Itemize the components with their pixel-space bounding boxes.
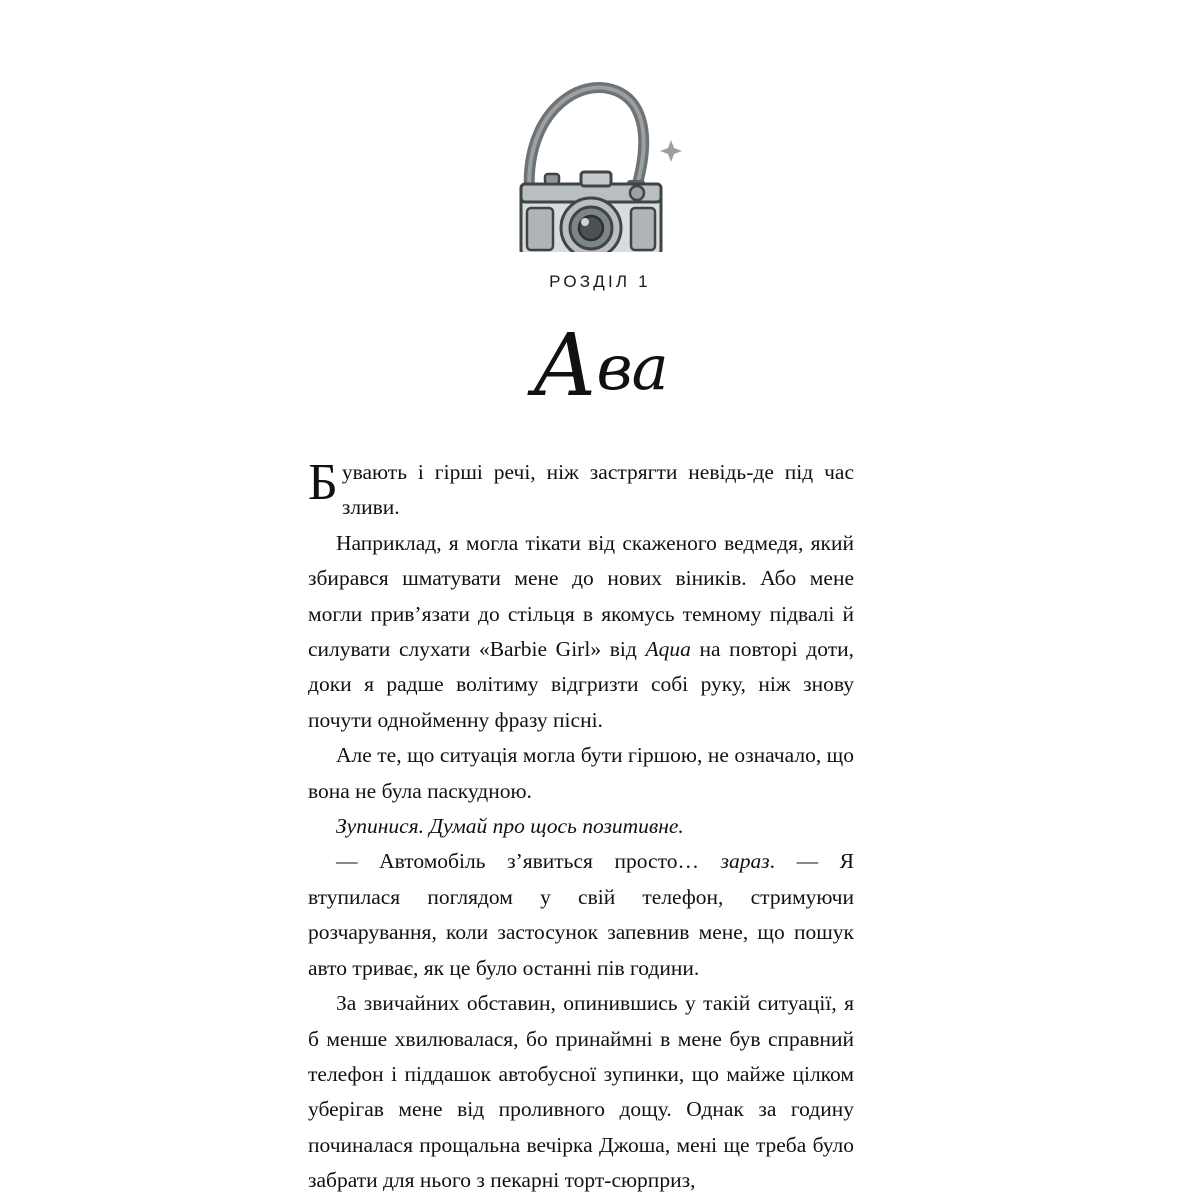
- paragraph-2-text-before: Наприклад, я могла тікати від скаженого ведмедя, який збирався шматувати мене до нових віників. Або мене могли прив’язати до стільця в якомусь темному підвалі й силувати слухати «Barbie Girl» від: [308, 530, 854, 662]
- drop-cap: Б: [308, 454, 338, 511]
- paragraph-4: [308, 809, 854, 844]
- chapter-title-capital: А: [532, 316, 597, 416]
- paragraph-2-emphasis: Aqua: [645, 637, 691, 662]
- paragraph-3: [308, 738, 854, 809]
- paragraph-4-italic-text: Зупинися. Думай про щось позитивне.: [336, 814, 684, 839]
- paragraph-5-emphasis: зараз: [720, 849, 770, 874]
- paragraph-5-text-before: — Автомобіль з’явиться просто…: [336, 849, 721, 874]
- chapter-title-rest: ва: [596, 331, 668, 404]
- chapter-label: РОЗДІЛ 1: [549, 272, 651, 291]
- paragraph-1-text: увають і гірші речі, ніж застрягти невідь-де під час зливи.: [341, 460, 854, 520]
- body-text: [308, 455, 854, 1199]
- paragraph-5: [308, 844, 854, 986]
- paragraph-2-text-after: на повторі доти, доки я радше волітиму відгризти собі руку, ніж знову почути однойменну фразу пісні.: [308, 637, 854, 732]
- paragraph-2: [308, 526, 854, 738]
- paragraph-5-text-after: . — Я втупилася поглядом у свій телефон, стримуючи розчарування, коли застосунок запевнив мене, що пошук авто триває, як це було останні пів години.: [308, 849, 854, 980]
- paragraph-6-text: За звичайних обставин, опинившись у такій ситуації, я б менше хвилювалася, бо принаймні в мене був справний телефон і піддашок автобусної зупинки, що майже цілком уберігав мене від проливного дощу. Однак за годину починалася прощальна вечірка Джоша, мені ще треба було забрати для нього з пекарні торт-сюрприз,: [308, 991, 854, 1193]
- paragraph-6: [308, 986, 854, 1198]
- vintage-camera-illustration: [0, 62, 1200, 252]
- paragraph-3-text: Але те, що ситуація могла бути гіршою, не означало, що вона не була паскудною.: [308, 743, 854, 803]
- paragraph-1: [308, 455, 854, 526]
- chapter-title: [0, 318, 1200, 418]
